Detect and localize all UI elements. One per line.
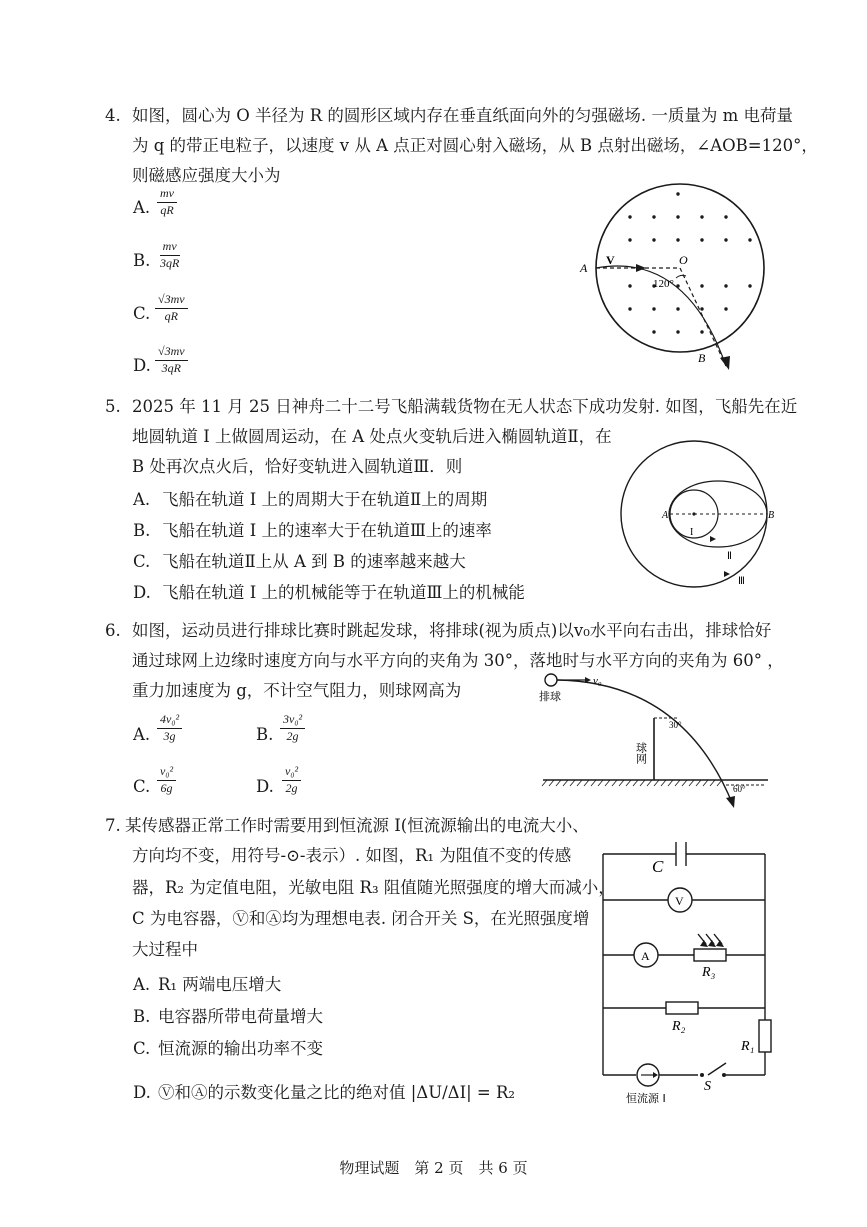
- ground-hatch: [605, 780, 610, 786]
- field-dot: [724, 284, 727, 287]
- fraction-numerator: √3mv: [155, 293, 188, 309]
- field-dot: [676, 215, 679, 218]
- q4-option-c-fraction: [155, 293, 188, 324]
- q6-option-c-label: C.: [133, 777, 151, 796]
- q6-option-b-label: B.: [256, 725, 274, 744]
- ground-hatch: [710, 780, 715, 786]
- q5-orbit-figure: [612, 432, 782, 592]
- fraction-numerator: mv: [160, 240, 180, 256]
- q6-option-a-label: A.: [133, 725, 151, 744]
- q4-option-d-label: D.: [133, 356, 151, 375]
- q7-option-d-label: D.: [133, 1083, 151, 1102]
- q7-option-a-text: R₁ 两端电压增大: [158, 975, 282, 994]
- q5-fig-label-orbit-1: I: [690, 527, 694, 538]
- field-dot: [652, 215, 655, 218]
- q6-fig-net-label: 球网: [634, 742, 648, 764]
- q7-stem-line1: 某传感器正常工作时需要用到恒流源 I(恒流源输出的电流大小、: [125, 816, 589, 835]
- ground-hatch: [696, 780, 701, 786]
- field-dot: [676, 307, 679, 310]
- q7-fig-label-r1: R₁: [741, 1039, 755, 1054]
- fraction-numerator: 3v₀²: [280, 713, 305, 729]
- ground-hatch: [598, 780, 603, 786]
- ground-hatch: [542, 780, 547, 786]
- ground-hatch: [654, 780, 659, 786]
- q7-fig-label-c: C: [652, 857, 664, 876]
- ground-hatch: [556, 780, 561, 786]
- fraction-numerator: mv: [157, 187, 177, 203]
- ground-hatch: [612, 780, 617, 786]
- fraction-numerator: 4v₀²: [157, 713, 182, 729]
- ground-hatch: [626, 780, 631, 786]
- q6-fig-v0-label: v₀: [593, 675, 602, 687]
- page-footer: 物理试题 第 2 页 共 6 页: [339, 1159, 528, 1177]
- field-dot: [652, 238, 655, 241]
- q7-fig-source-label: 恒流源 I: [626, 1092, 666, 1105]
- q7-stem-line3: 器，R₂ 为定值电阻，光敏电阻 R₃ 阻值随光照强度的增大而减小，: [132, 878, 615, 897]
- q5-stem-line3: B 处再次点火后，恰好变轨进入圆轨道Ⅲ．则: [132, 457, 463, 476]
- q6-option-c-fraction: [157, 765, 176, 796]
- fraction-denominator: 2g: [285, 780, 298, 795]
- ground-hatch: [689, 780, 694, 786]
- q7-option-b-label: B.: [133, 1007, 151, 1026]
- q4-option-c-label: C.: [133, 304, 151, 323]
- fraction-denominator: qR: [160, 202, 174, 217]
- fraction-denominator: 2g: [286, 728, 299, 743]
- q7-fig-voltmeter-symbol: V: [675, 894, 684, 908]
- fraction-denominator: 3qR: [161, 360, 181, 375]
- fraction-numerator: √3mv: [155, 345, 188, 361]
- q6-stem-line3: 重力加速度为 g，不计空气阻力，则球网高为: [132, 681, 462, 700]
- q7-fig-ammeter-symbol: A: [641, 949, 650, 963]
- ground-hatch: [563, 780, 568, 786]
- q4-option-b-fraction: [157, 240, 182, 271]
- field-dot: [652, 307, 655, 310]
- field-dot: [676, 330, 679, 333]
- q5-option-a-label: A.: [133, 490, 151, 509]
- ground-hatch: [549, 780, 554, 786]
- q5-option-b-label: B.: [133, 521, 151, 540]
- q7-fig-label-r2: R₂: [672, 1019, 686, 1034]
- q4-stem-line3: 则磁感应强度大小为: [132, 166, 281, 185]
- ground-hatch: [675, 780, 680, 786]
- field-dot: [628, 238, 631, 241]
- q4-stem-line1: 如图，圆心为 O 半径为 R 的圆形区域内存在垂直纸面向外的匀强磁场. 一质量为 m 电荷量: [132, 106, 794, 125]
- ground-hatch: [668, 780, 673, 786]
- fraction-denominator: 3g: [163, 728, 176, 743]
- q4-magnetic-field-figure: [576, 180, 786, 380]
- q4-option-a-fraction: [157, 187, 177, 218]
- q4-fig-label-o: O: [679, 253, 688, 267]
- q6-number: 6.: [105, 621, 121, 640]
- field-dot: [724, 238, 727, 241]
- ground-hatch: [591, 780, 596, 786]
- field-dot: [628, 284, 631, 287]
- field-dot: [676, 192, 679, 195]
- q7-fig-label-s: S: [704, 1079, 711, 1094]
- field-dot: [676, 238, 679, 241]
- q4-option-b-label: B.: [133, 251, 151, 270]
- q6-stem-line1: 如图，运动员进行排球比赛时跳起发球，将排球(视为质点)以v₀水平向右击出，排球恰好: [132, 621, 772, 640]
- field-dot: [652, 330, 655, 333]
- ground-hatch: [717, 780, 722, 786]
- ground-hatch: [570, 780, 575, 786]
- q5-option-c-text: 飞船在轨道Ⅱ上从 A 到 B 的速率越来越大: [162, 552, 466, 571]
- q6-fig-angle-60: 60°: [733, 784, 746, 794]
- q7-option-d-text: Ⓥ和Ⓐ的示数变化量之比的绝对值 |ΔU/ΔI| = R₂: [158, 1083, 516, 1102]
- fraction-numerator: v₀²: [282, 765, 301, 781]
- q6-fig-angle-30: 30°: [669, 720, 682, 730]
- field-dot: [628, 215, 631, 218]
- q4-option-d-fraction: [155, 345, 188, 376]
- q5-option-d-text: 飞船在轨道 I 上的机械能等于在轨道Ⅲ上的机械能: [162, 583, 525, 602]
- q6-option-d-label: D.: [256, 777, 274, 796]
- q6-option-b-fraction: [280, 713, 305, 744]
- field-dot: [700, 330, 703, 333]
- q5-stem-line1: 2025 年 11 月 25 日神舟二十二号飞船满载货物在无人状态下成功发射. 如图，飞船先在近: [132, 397, 798, 416]
- q7-stem-line5: 大过程中: [132, 940, 198, 959]
- q6-volleyball-figure: [533, 670, 773, 810]
- field-dot: [724, 307, 727, 310]
- q6-option-a-fraction: [157, 713, 182, 744]
- field-dot: [748, 284, 751, 287]
- q7-option-c-label: C.: [133, 1039, 151, 1058]
- q5-fig-label-a: A: [662, 510, 669, 521]
- field-dot: [700, 238, 703, 241]
- q4-number: 4.: [105, 106, 121, 125]
- q4-stem-line2: 为 q 的带正电粒子，以速度 v 从 A 点正对圆心射入磁场，从 B 点射出磁场，∠AOB=120°，: [132, 136, 818, 155]
- field-dot: [748, 238, 751, 241]
- q7-fig-label-r3: R₃: [702, 965, 716, 980]
- q5-number: 5.: [105, 397, 121, 416]
- field-dot: [724, 215, 727, 218]
- q5-option-c-label: C.: [133, 552, 151, 571]
- q6-option-d-fraction: [282, 765, 301, 796]
- q7-number: 7.: [105, 816, 121, 835]
- ground-hatch: [647, 780, 652, 786]
- q5-option-b-text: 飞船在轨道 I 上的速率大于在轨道Ⅲ上的速率: [162, 521, 492, 540]
- q7-stem-line4: C 为电容器，Ⓥ和Ⓐ均为理想电表. 闭合开关 S，在光照强度增: [132, 909, 590, 928]
- field-dot: [700, 307, 703, 310]
- field-dot: [700, 284, 703, 287]
- q7-option-a-label: A.: [133, 975, 151, 994]
- fraction-denominator: qR: [164, 308, 178, 323]
- q6-fig-ball-label: 排球: [539, 690, 561, 703]
- q4-option-a-label: A.: [133, 198, 151, 217]
- ground-hatch: [682, 780, 687, 786]
- ground-hatch: [661, 780, 666, 786]
- ground-hatch: [640, 780, 645, 786]
- ground-hatch: [703, 780, 708, 786]
- fraction-denominator: 6g: [160, 780, 173, 795]
- fraction-denominator: 3qR: [160, 255, 180, 270]
- q4-fig-label-b: B: [698, 351, 706, 365]
- q7-option-b-text: 电容器所带电荷量增大: [158, 1007, 323, 1026]
- q7-circuit-figure: [598, 830, 783, 1110]
- ground-hatch: [619, 780, 624, 786]
- q7-stem-line2: 方向均不变，用符号-⊙-表示）. 如图，R₁ 为阻值不变的传感: [132, 846, 572, 865]
- q4-fig-label-v: V: [606, 253, 615, 267]
- ground-hatch: [577, 780, 582, 786]
- q6-stem-line2: 通过球网上边缘时速度方向与水平方向的夹角为 30°，落地时与水平方向的夹角为 60° ，: [132, 651, 784, 670]
- ground-hatch: [633, 780, 638, 786]
- q5-fig-label-orbit-2: Ⅱ: [727, 551, 732, 562]
- q7-option-c-text: 恒流源的输出功率不变: [158, 1039, 323, 1058]
- q5-stem-line2: 地圆轨道 I 上做圆周运动，在 A 处点火变轨后进入椭圆轨道Ⅱ，在: [132, 427, 612, 446]
- q4-fig-angle-label: 120°: [653, 278, 674, 290]
- field-dot: [628, 307, 631, 310]
- q5-option-a-text: 飞船在轨道 I 上的周期大于在轨道Ⅱ上的周期: [162, 490, 488, 509]
- field-dot: [700, 215, 703, 218]
- fraction-numerator: v₀²: [157, 765, 176, 781]
- q5-fig-label-b: B: [768, 510, 775, 521]
- q5-option-d-label: D.: [133, 583, 151, 602]
- q5-fig-label-orbit-3: Ⅲ: [738, 576, 745, 587]
- ground-hatch: [584, 780, 589, 786]
- q4-fig-label-a: A: [580, 261, 588, 275]
